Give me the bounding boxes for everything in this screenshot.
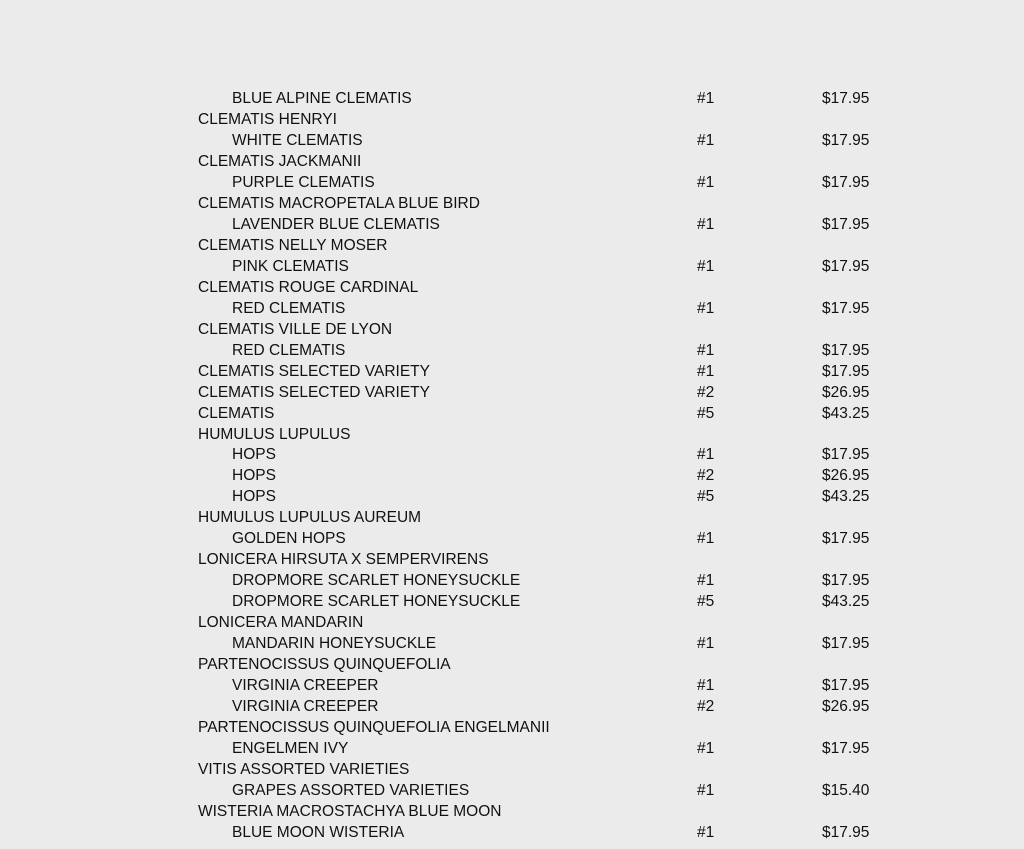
container-size: #2 (697, 383, 715, 401)
variety-row (0, 739, 1024, 760)
price: $17.95 (822, 446, 870, 464)
botanical-name-row (0, 404, 1024, 425)
container-size: #1 (697, 299, 715, 317)
botanical-name: HUMULUS LUPULUS (198, 425, 351, 443)
botanical-name: LONICERA MANDARIN (198, 614, 364, 632)
container-size: #2 (697, 467, 715, 485)
common-name: BLUE ALPINE CLEMATIS (232, 90, 412, 107)
price: $17.95 (822, 257, 870, 275)
container-size: #1 (697, 362, 715, 380)
variety-row (0, 89, 1024, 110)
price: $17.95 (822, 131, 870, 149)
variety-row (0, 697, 1024, 718)
common-name: VIRGINIA CREEPER (232, 677, 379, 695)
variety-row (0, 781, 1024, 802)
common-name: WHITE CLEMATIS (232, 131, 363, 149)
price: $17.95 (822, 823, 870, 841)
container-size: #2 (697, 698, 715, 716)
price: $43.25 (822, 488, 870, 506)
botanical-name-row (0, 425, 1024, 446)
botanical-name: CLEMATIS SELECTED VARIETY (198, 383, 430, 401)
common-name: HOPS (232, 488, 276, 506)
price: $17.95 (822, 635, 870, 653)
variety-row (0, 529, 1024, 550)
container-size: #5 (697, 404, 715, 422)
container-size: #1 (697, 572, 715, 590)
botanical-name: HUMULUS LUPULUS AUREUM (198, 509, 422, 527)
botanical-name: VITIS ASSORTED VARIETIES (198, 761, 410, 778)
variety-row (0, 823, 1024, 844)
botanical-name: CLEMATIS HENRYI (198, 110, 337, 128)
botanical-name-row (0, 802, 1024, 823)
price: $17.95 (822, 90, 870, 107)
variety-row (0, 592, 1024, 613)
container-size: #1 (697, 173, 715, 191)
common-name: GRAPES ASSORTED VARIETIES (232, 781, 470, 799)
botanical-name: CLEMATIS (198, 404, 275, 422)
botanical-name-row (0, 152, 1024, 173)
price: $17.95 (822, 362, 870, 380)
botanical-name-row (0, 655, 1024, 676)
container-size: #1 (697, 823, 715, 841)
container-size: #1 (697, 90, 715, 107)
price: $26.95 (822, 383, 870, 401)
botanical-name-row (0, 194, 1024, 215)
variety-row (0, 487, 1024, 508)
variety-row (0, 299, 1024, 320)
botanical-name: CLEMATIS ROUGE CARDINAL (198, 278, 419, 296)
container-size: #1 (697, 635, 715, 653)
botanical-name-row (0, 110, 1024, 131)
price: $43.25 (822, 593, 870, 611)
price: $17.95 (822, 572, 870, 590)
botanical-name-row (0, 362, 1024, 383)
variety-row (0, 215, 1024, 236)
price-list (0, 89, 1024, 844)
common-name: ENGELMEN IVY (232, 740, 349, 758)
botanical-name-row (0, 760, 1024, 781)
common-name: MANDARIN HONEYSUCKLE (232, 635, 437, 653)
variety-row (0, 341, 1024, 362)
botanical-name-row (0, 383, 1024, 404)
botanical-name: LONICERA HIRSUTA X SEMPERVIRENS (198, 551, 489, 569)
botanical-name: CLEMATIS JACKMANII (198, 152, 362, 170)
variety-row (0, 634, 1024, 655)
variety-row (0, 445, 1024, 466)
container-size: #1 (697, 257, 715, 275)
price: $17.95 (822, 173, 870, 191)
container-size: #1 (697, 131, 715, 149)
botanical-name: WISTERIA MACROSTACHYA BLUE MOON (198, 802, 502, 820)
variety-row (0, 257, 1024, 278)
botanical-name-row (0, 550, 1024, 571)
botanical-name-row (0, 613, 1024, 634)
common-name: GOLDEN HOPS (232, 530, 346, 548)
price: $43.25 (822, 404, 870, 422)
botanical-name: CLEMATIS NELLY MOSER (198, 236, 388, 254)
botanical-name: CLEMATIS VILLE DE LYON (198, 320, 393, 338)
botanical-name-row (0, 508, 1024, 529)
price: $26.95 (822, 698, 870, 716)
variety-row (0, 676, 1024, 697)
botanical-name-row (0, 278, 1024, 299)
common-name: HOPS (232, 446, 276, 464)
variety-row (0, 173, 1024, 194)
botanical-name: CLEMATIS SELECTED VARIETY (198, 362, 430, 380)
price: $17.95 (822, 341, 870, 359)
common-name: DROPMORE SCARLET HONEYSUCKLE (232, 572, 521, 590)
container-size: #1 (697, 530, 715, 548)
common-name: PINK CLEMATIS (232, 257, 349, 275)
container-size: #1 (697, 215, 715, 233)
container-size: #1 (697, 781, 715, 799)
container-size: #1 (697, 446, 715, 464)
botanical-name-row (0, 718, 1024, 739)
price: $17.95 (822, 299, 870, 317)
botanical-name: PARTENOCISSUS QUINQUEFOLIA (198, 656, 451, 674)
container-size: #5 (697, 488, 715, 506)
container-size: #5 (697, 593, 715, 611)
price: $17.95 (822, 740, 870, 758)
common-name: RED CLEMATIS (232, 299, 346, 317)
botanical-name: PARTENOCISSUS QUINQUEFOLIA ENGELMANII (198, 719, 550, 737)
common-name: DROPMORE SCARLET HONEYSUCKLE (232, 593, 521, 611)
container-size: #1 (697, 740, 715, 758)
botanical-name-row (0, 236, 1024, 257)
botanical-name-row (0, 320, 1024, 341)
botanical-name: CLEMATIS MACROPETALA BLUE BIRD (198, 194, 480, 212)
price: $17.95 (822, 530, 870, 548)
common-name: PURPLE CLEMATIS (232, 173, 375, 191)
common-name: RED CLEMATIS (232, 341, 346, 359)
common-name: BLUE MOON WISTERIA (232, 823, 405, 841)
price: $26.95 (822, 467, 870, 485)
common-name: HOPS (232, 467, 276, 485)
container-size: #1 (697, 677, 715, 695)
price: $17.95 (822, 215, 870, 233)
variety-row (0, 571, 1024, 592)
variety-row (0, 131, 1024, 152)
price: $17.95 (822, 677, 870, 695)
variety-row (0, 466, 1024, 487)
common-name: VIRGINIA CREEPER (232, 698, 379, 716)
price: $15.40 (822, 781, 870, 799)
container-size: #1 (697, 341, 715, 359)
common-name: LAVENDER BLUE CLEMATIS (232, 215, 440, 233)
